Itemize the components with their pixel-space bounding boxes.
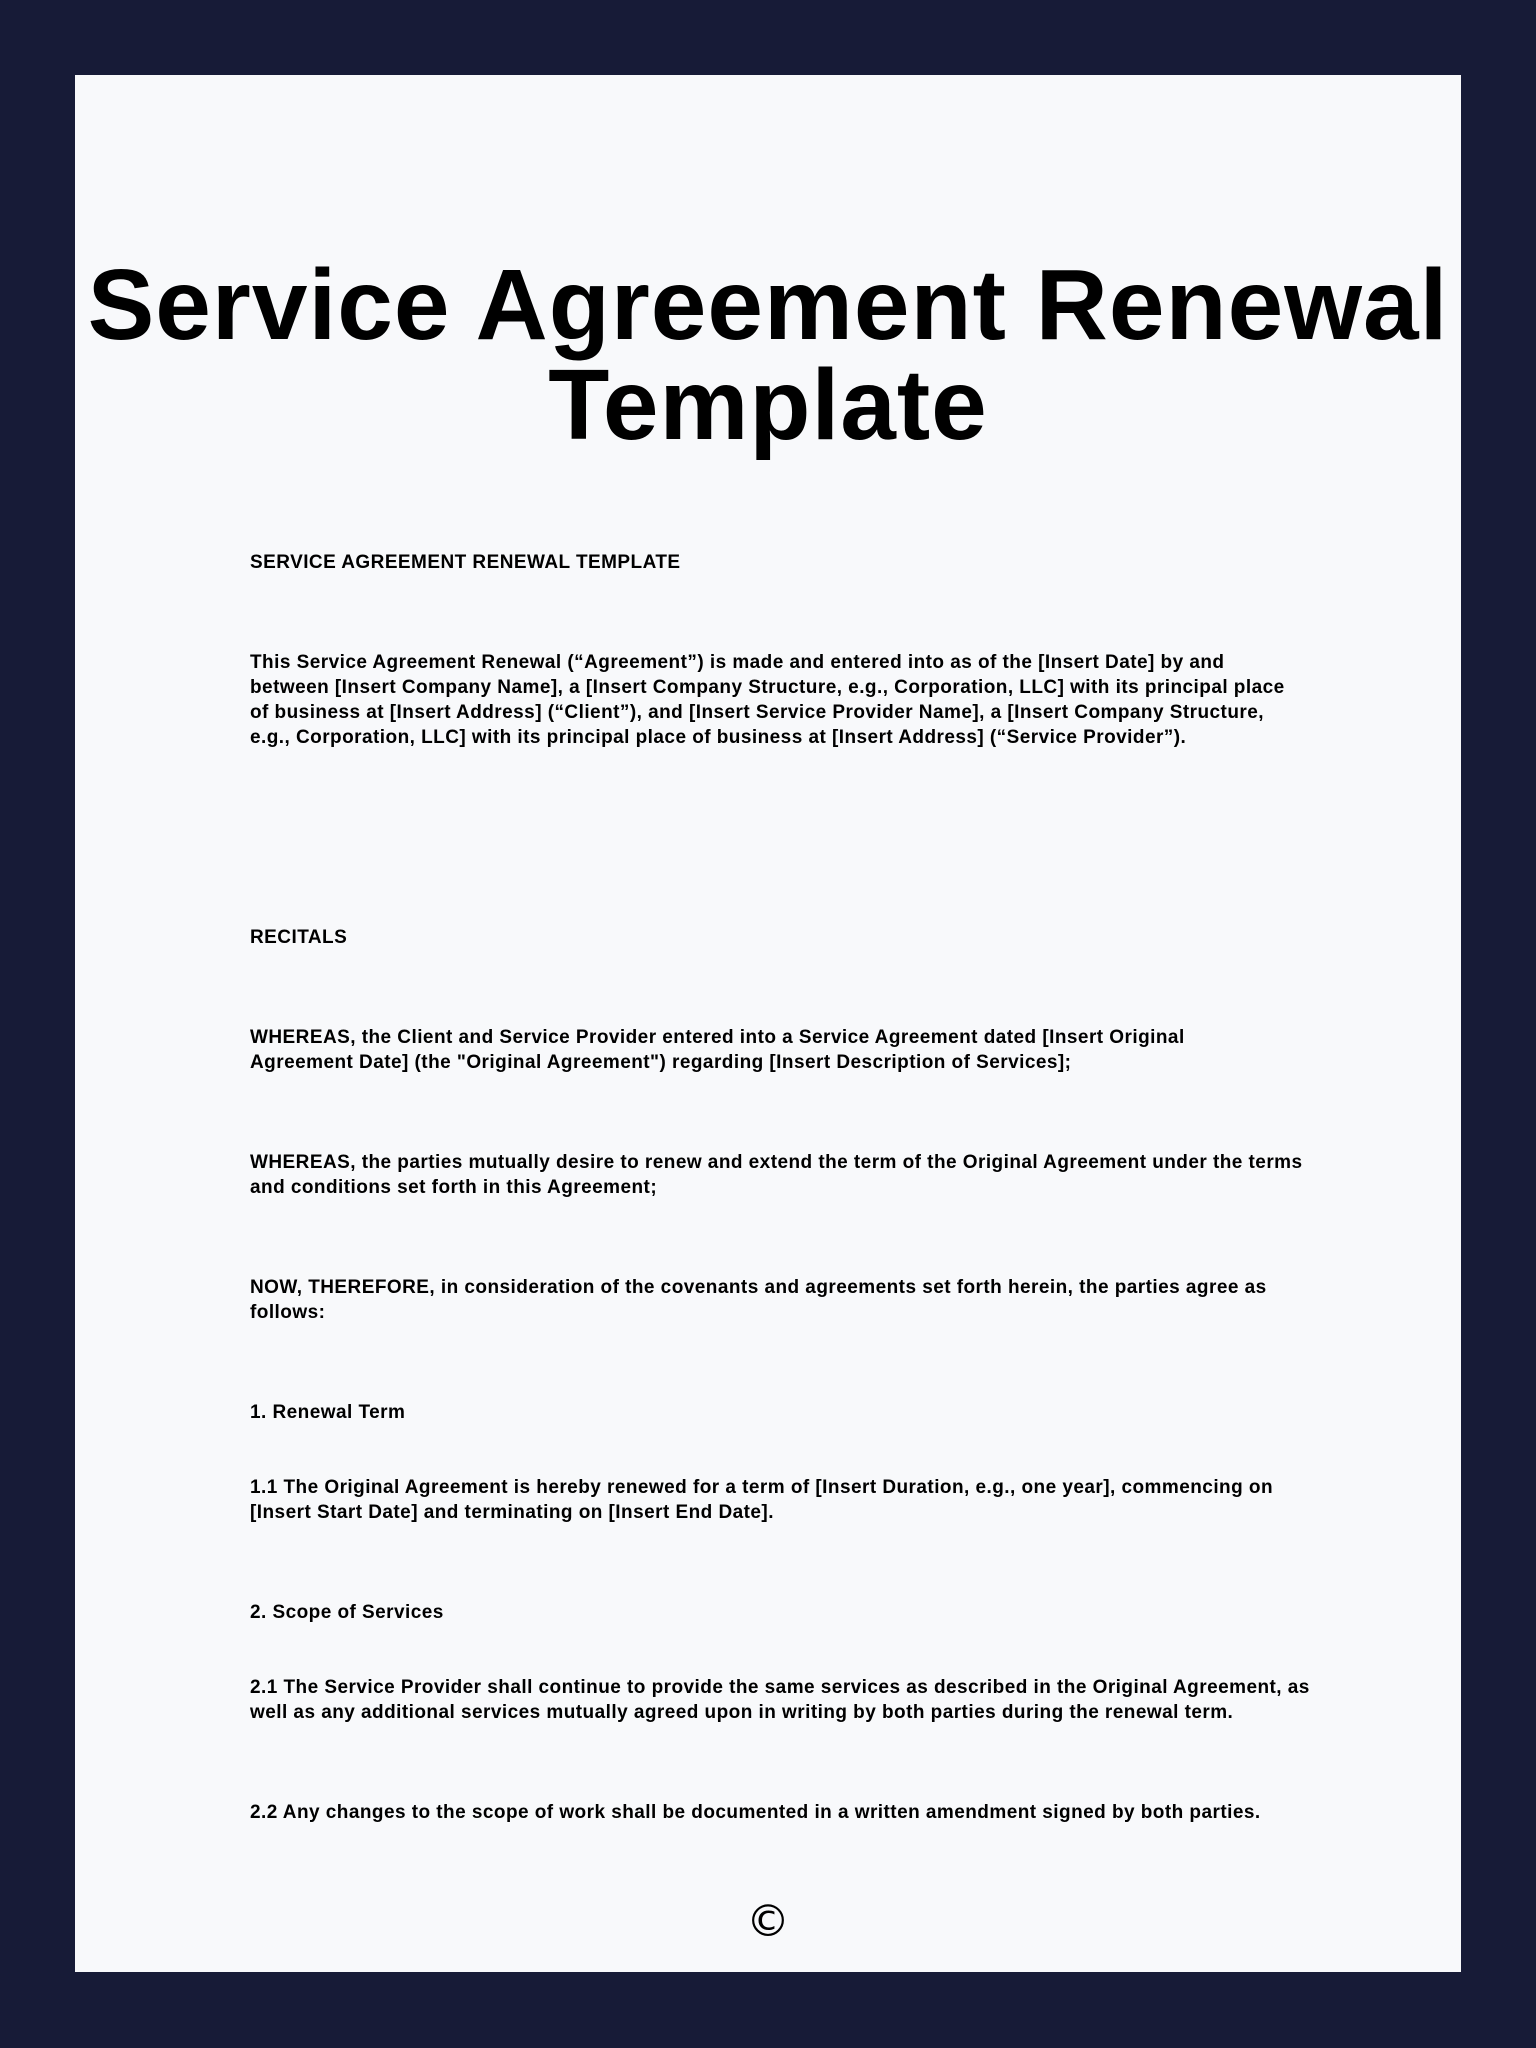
now-therefore-paragraph: NOW, THEREFORE, in consideration of the covenants and agreements set forth herein, the parties agree as follows: (250, 1277, 1267, 1323)
clause-2-1: 2.1 The Service Provider shall continue to provide the same services as described in the Original Agreement, as well as any additional services mutually agreed upon in writing by both parties during the renewal term. (250, 1677, 1310, 1723)
section-1-heading: 1. Renewal Term (250, 1402, 406, 1423)
document-page (75, 75, 1461, 1972)
clause-2-2: 2.2 Any changes to the scope of work shall be documented in a written amendment signed by both parties. (250, 1802, 1261, 1823)
document-heading: SERVICE AGREEMENT RENEWAL TEMPLATE (250, 552, 681, 573)
recitals-heading: RECITALS (250, 927, 348, 948)
intro-paragraph: This Service Agreement Renewal (“Agreement”) is made and entered into as of the [Insert Date] by and between [Insert Company Name], a [Insert Company Structure, e.g., Corporation, LLC] with its principal place of business at [Insert Address] (“Client”), and [Insert Service Provider Name], a [Insert Company Structure, e.g., Corporation, LLC] with its principal place of business at [Insert Address] (“Service Provider”). (250, 652, 1285, 748)
section-2-heading: 2. Scope of Services (250, 1602, 444, 1623)
whereas-paragraph-1: WHEREAS, the Client and Service Provider entered into a Service Agreement dated [Insert Original Agreement Date] (the "Original Agreement") regarding [Insert Description of Services]; (250, 1027, 1185, 1073)
copyright-icon: © (746, 1896, 790, 1947)
clause-1-1: 1.1 The Original Agreement is hereby renewed for a term of [Insert Duration, e.g., one year], commencing on [Insert Start Date] and terminating on [Insert End Date]. (250, 1477, 1274, 1523)
whereas-paragraph-2: WHEREAS, the parties mutually desire to renew and extend the term of the Original Agreement under the terms and conditions set forth in this Agreement; (250, 1152, 1303, 1198)
document-title: Service Agreement Renewal Template (87, 249, 1449, 461)
